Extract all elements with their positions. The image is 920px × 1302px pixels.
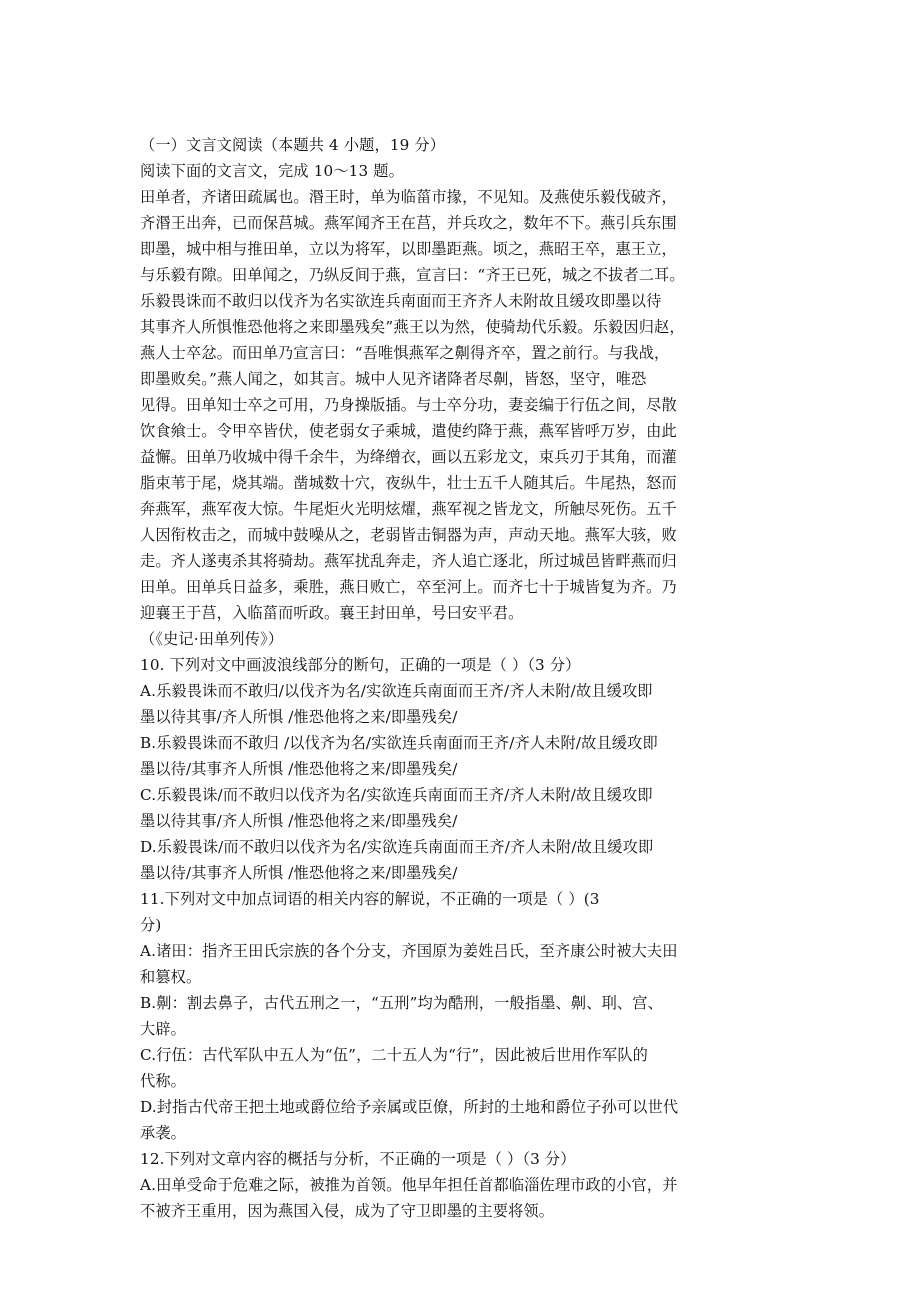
passage-line: 与乐毅有隙。田单闻之，乃纵反间于燕，宣言曰：“齐王已死，城之不拔者二耳。 (140, 266, 685, 284)
passage-line-wavy: 其事齐人所惧惟恐他将之来即墨残矣”燕王以为然，使骑劫代乐毅。乐毅因归赵， (140, 318, 685, 336)
passage-line: 走。齐人遂夷杀其将骑劫。燕军扰乱奔走，齐人追亡逐北，所过城邑皆畔燕而归 (140, 552, 677, 570)
q11-option-c-cont: 代称。 (140, 1072, 187, 1090)
question-10: 10. 下列对文中画波浪线部分的断句，正确的一项是（ ）（3 分） (140, 656, 581, 674)
passage-line: 脂束苇于尾，烧其端。凿城数十穴，夜纵牛，壮士五千人随其后。牛尾热，怒而 (140, 474, 677, 492)
q10-option-a-cont: 墨以待其事/齐人所惧 /惟恐他将之来/即墨残矣/ (140, 708, 458, 726)
q11-option-d-cont: 承袭。 (140, 1124, 187, 1142)
passage-line: 奔燕军，燕军夜大惊。牛尾炬火光明炫燿，燕军视之皆龙文，所触尽死伤。五千 (140, 500, 677, 518)
passage-line: 人因衔枚击之，而城中鼓噪从之，老弱皆击铜器为声，声动天地。燕军大骇，败 (140, 526, 677, 544)
question-11: 11.下列对文中加点词语的相关内容的解说，不正确的一项是（ ）(3 (140, 890, 600, 908)
q10-option-c: C.乐毅畏诛/而不敢归以伐齐为名/实欲连兵南面而王齐/齐人未附/故且缓攻即 (140, 786, 653, 804)
passage-line: 田单者，齐诸田疏属也。湣王时，单为临菑市掾，不见知。及燕使乐毅伐破齐， (140, 188, 677, 206)
document-page (140, 132, 788, 1224)
passage-line: 迎襄王于莒，入临菑而听政。襄王封田单，号曰安平君。 (140, 604, 524, 622)
q11-option-c: C.行伍：古代军队中五人为“伍”，二十五人为“行”，因此被后世用作军队的 (140, 1046, 648, 1064)
instruction-line: 阅读下面的文言文，完成 10～13 题。 (140, 162, 404, 180)
passage-line: 田单。田单兵日益多，乘胜，燕日败亡，卒至河上。而齐七十于城皆复为齐。乃 (140, 578, 677, 596)
question-11-cont: 分) (140, 916, 162, 934)
q12-option-a: A.田单受命于危难之际，被推为首领。他早年担任首都临淄佐理市政的小官，并 (140, 1176, 678, 1194)
q10-option-d: D.乐毅畏诛/而不敢归以伐齐为名/实欲连兵南面而王齐/齐人未附/故且缓攻即 (140, 838, 654, 856)
passage-line: 饮食飨士。令甲卒皆伏，使老弱女子乘城，遣使约降于燕，燕军皆呼万岁，由此 (140, 422, 677, 440)
q11-option-a-cont: 和篡权。 (140, 968, 202, 986)
passage-line: 见得。田单知士卒之可用，乃身操版插。与士卒分功，妻妾编于行伍之间，尽散 (140, 396, 677, 414)
q11-option-d: D.封指古代帝王把土地或爵位给予亲属或臣僚，所封的土地和爵位子孙可以世代 (140, 1098, 679, 1116)
question-12: 12.下列对文章内容的概括与分析，不正确的一项是（ ）（3 分） (140, 1150, 576, 1168)
passage-line-wavy: 乐毅畏诛而不敢归以伐齐为名实欲连兵南面而王齐齐人未附故且缓攻即墨以待 (140, 292, 662, 310)
q11-option-a: A.诸田：指齐王田氏宗族的各个分支，齐国原为姜姓吕氏，至齐康公时被大夫田 (140, 942, 678, 960)
q10-option-b: B.乐毅畏诛而不敢归 /以伐齐为名/实欲连兵南面而王齐/齐人未附/故且缓攻即 (140, 734, 658, 752)
q10-option-c-cont: 墨以待其事/齐人所惧 /惟恐他将之来/即墨残矣/ (140, 812, 458, 830)
q10-option-a: A.乐毅畏诛而不敢归/以伐齐为名/实欲连兵南面而王齐/齐人未附/故且缓攻即 (140, 682, 653, 700)
passage-line: 齐湣王出奔，已而保莒城。燕军闻齐王在莒，并兵攻之，数年不下。燕引兵东围 (140, 214, 677, 232)
q12-option-a-cont: 不被齐王重用，因为燕国入侵，成为了守卫即墨的主要将领。 (140, 1202, 555, 1220)
section-heading: （一）文言文阅读（本题共 4 小题，19 分） (140, 136, 446, 154)
source-citation: （《史记·田单列传》） (140, 630, 284, 648)
passage-line: 益懈。田单乃收城中得千余牛，为绛缯衣，画以五彩龙文，束兵刃于其角，而灌 (140, 448, 677, 466)
q11-option-b-cont: 大辟。 (140, 1020, 187, 1038)
passage-line: 即墨败矣。”燕人闻之，如其言。城中人见齐诸降者尽劓，皆怒，坚守，唯恐 (140, 370, 647, 388)
q10-option-b-cont: 墨以待/其事齐人所惧 /惟恐他将之来/即墨残矣/ (140, 760, 458, 778)
q11-option-b: B.劓：割去鼻子，古代五刑之一，“五刑”均为酷刑，一般指墨、劓、刵、宫、 (140, 994, 663, 1012)
q10-option-d-cont: 墨以待/其事齐人所惧 /惟恐他将之来/即墨残矣/ (140, 864, 458, 882)
passage-line: 即墨，城中相与推田单，立以为将军，以即墨距燕。顷之，燕昭王卒，惠王立， (140, 240, 677, 258)
passage-line: 燕人士卒忿。而田单乃宣言曰：“吾唯惧燕军之劓得齐卒，置之前行。与我战， (140, 344, 670, 362)
